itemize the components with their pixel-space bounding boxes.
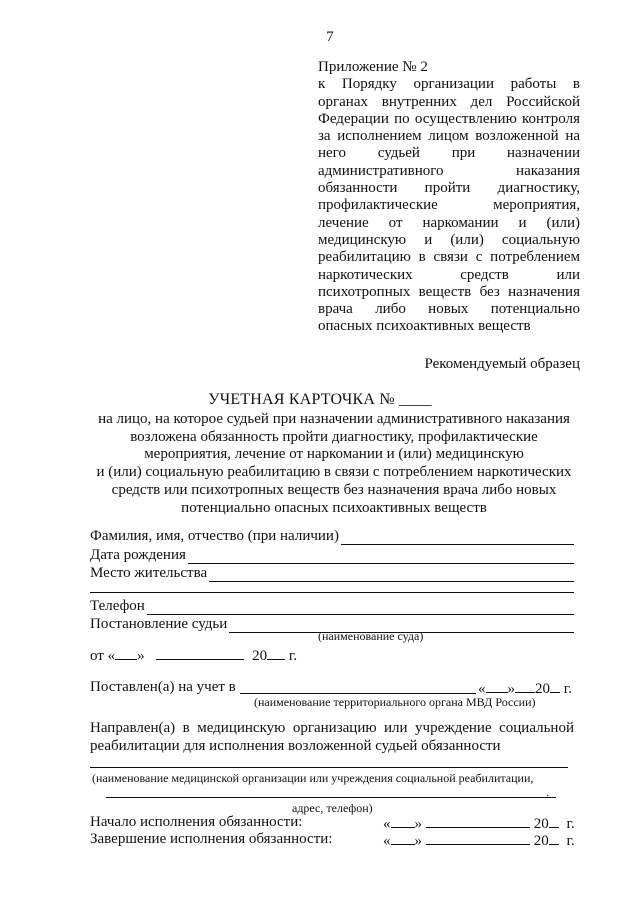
quote-open: « xyxy=(383,816,391,832)
ruling-day-field[interactable] xyxy=(115,646,137,660)
registered-day-field[interactable] xyxy=(486,679,508,693)
end-month-field[interactable] xyxy=(426,831,530,845)
residence-field[interactable] xyxy=(209,567,574,582)
full-name-field[interactable] xyxy=(341,530,574,545)
org-line[interactable] xyxy=(90,767,568,768)
phone-row xyxy=(90,596,574,615)
org-caption: (наименование медицинской организации или учреждения социальной реабилитации, xyxy=(92,771,534,785)
phone-label: Телефон xyxy=(90,598,145,614)
stray-mark: · xyxy=(546,791,550,802)
end-label: Завершение исполнения обязанности: xyxy=(90,831,333,847)
card-subtitle-line: потенциально опасных психоактивных веществ xyxy=(181,499,487,516)
card-title: УЧЕТНАЯ КАРТОЧКА № ____ xyxy=(208,391,432,408)
end-date xyxy=(383,831,575,850)
date-mid: » xyxy=(137,648,145,664)
court-ruling-label: Постановление судьи xyxy=(90,616,228,632)
end-year: 20 xyxy=(533,833,549,849)
end-day-field[interactable] xyxy=(391,831,415,845)
end-suffix: г. xyxy=(566,833,575,849)
quote-open: « xyxy=(478,681,486,697)
phone-field[interactable] xyxy=(147,600,574,615)
registered-year-field[interactable] xyxy=(550,679,560,693)
full-name-row xyxy=(90,526,574,545)
birth-date-field[interactable] xyxy=(188,549,574,564)
card-subtitle-line: средств или психотропных веществ без назначения врача либо новых xyxy=(111,481,557,498)
birth-date-label: Дата рождения xyxy=(90,547,186,563)
registered-caption: (наименование территориального органа МВД России) xyxy=(254,695,536,709)
page-number: 7 xyxy=(326,29,334,45)
registered-org-field[interactable] xyxy=(240,680,476,694)
start-year: 20 xyxy=(533,816,549,832)
start-suffix: г. xyxy=(566,816,575,832)
birth-date-row xyxy=(90,545,574,564)
quote-open: « xyxy=(383,833,391,849)
card-subtitle xyxy=(84,411,584,517)
residence-row xyxy=(90,563,574,582)
recommended-sample-label: Рекомендуемый образец xyxy=(424,356,580,372)
appendix-block xyxy=(318,59,580,336)
ruling-date-row xyxy=(90,646,297,665)
start-year-field[interactable] xyxy=(549,814,559,828)
residence-label: Место жительства xyxy=(90,565,208,581)
address-caption: адрес, телефон) xyxy=(292,801,373,815)
card-subtitle-line: мероприятия, лечение от наркомании и (или) медицинскую xyxy=(144,446,524,463)
date-suffix: г. xyxy=(288,648,298,664)
card-subtitle-line: на лицо, на которое судьей при назначении административного наказания xyxy=(98,411,570,427)
registered-year: 20 xyxy=(535,681,550,697)
card-subtitle-line: возложена обязанность пройти диагностику, профилактические xyxy=(130,428,538,445)
quote-close: » xyxy=(414,833,422,849)
card-subtitle-line: и (или) социальную реабилитацию в связи с потреблением наркотических xyxy=(96,464,572,481)
quote-close: » xyxy=(414,816,422,832)
quote-close: » xyxy=(507,681,515,697)
referral-text: Направлен(а) в медицинскую организацию или учреждение социальной реабилитации для исполнения возложенной судьей обязанности xyxy=(90,720,574,754)
full-name-label: Фамилия, имя, отчество (при наличии) xyxy=(90,528,339,544)
residence-extra-line[interactable] xyxy=(90,592,574,593)
address-line[interactable] xyxy=(106,797,556,798)
registered-suffix: г. xyxy=(563,681,572,697)
start-day-field[interactable] xyxy=(391,814,415,828)
registered-month-field[interactable] xyxy=(515,679,535,693)
court-caption: (наименование суда) xyxy=(318,629,424,643)
ruling-month-field[interactable] xyxy=(156,646,244,660)
appendix-title: Приложение № 2 xyxy=(318,59,428,75)
start-month-field[interactable] xyxy=(426,814,530,828)
date-prefix: от « xyxy=(90,648,116,664)
date-year: 20 xyxy=(252,648,268,664)
start-label: Начало исполнения обязанности: xyxy=(90,814,303,830)
end-year-field[interactable] xyxy=(549,831,559,845)
appendix-body: к Порядку организации работы в органах внутренних дел Российской Федерации по осуществлению контроля за исполнением лицом возложенной на него судьей при назначении административного наказания обязанности пройти диагностику, профилактические мероприятия, лечение от наркомании и (или) медицинскую и (или) социальную реабилитацию в связи с потреблением наркотических средств или психотропных веществ без назначения врача либо новых потенциально опасных психоактивных веществ xyxy=(318,76,580,335)
registered-label: Поставлен(а) на учет в xyxy=(90,679,236,695)
ruling-year-field[interactable] xyxy=(267,646,285,660)
